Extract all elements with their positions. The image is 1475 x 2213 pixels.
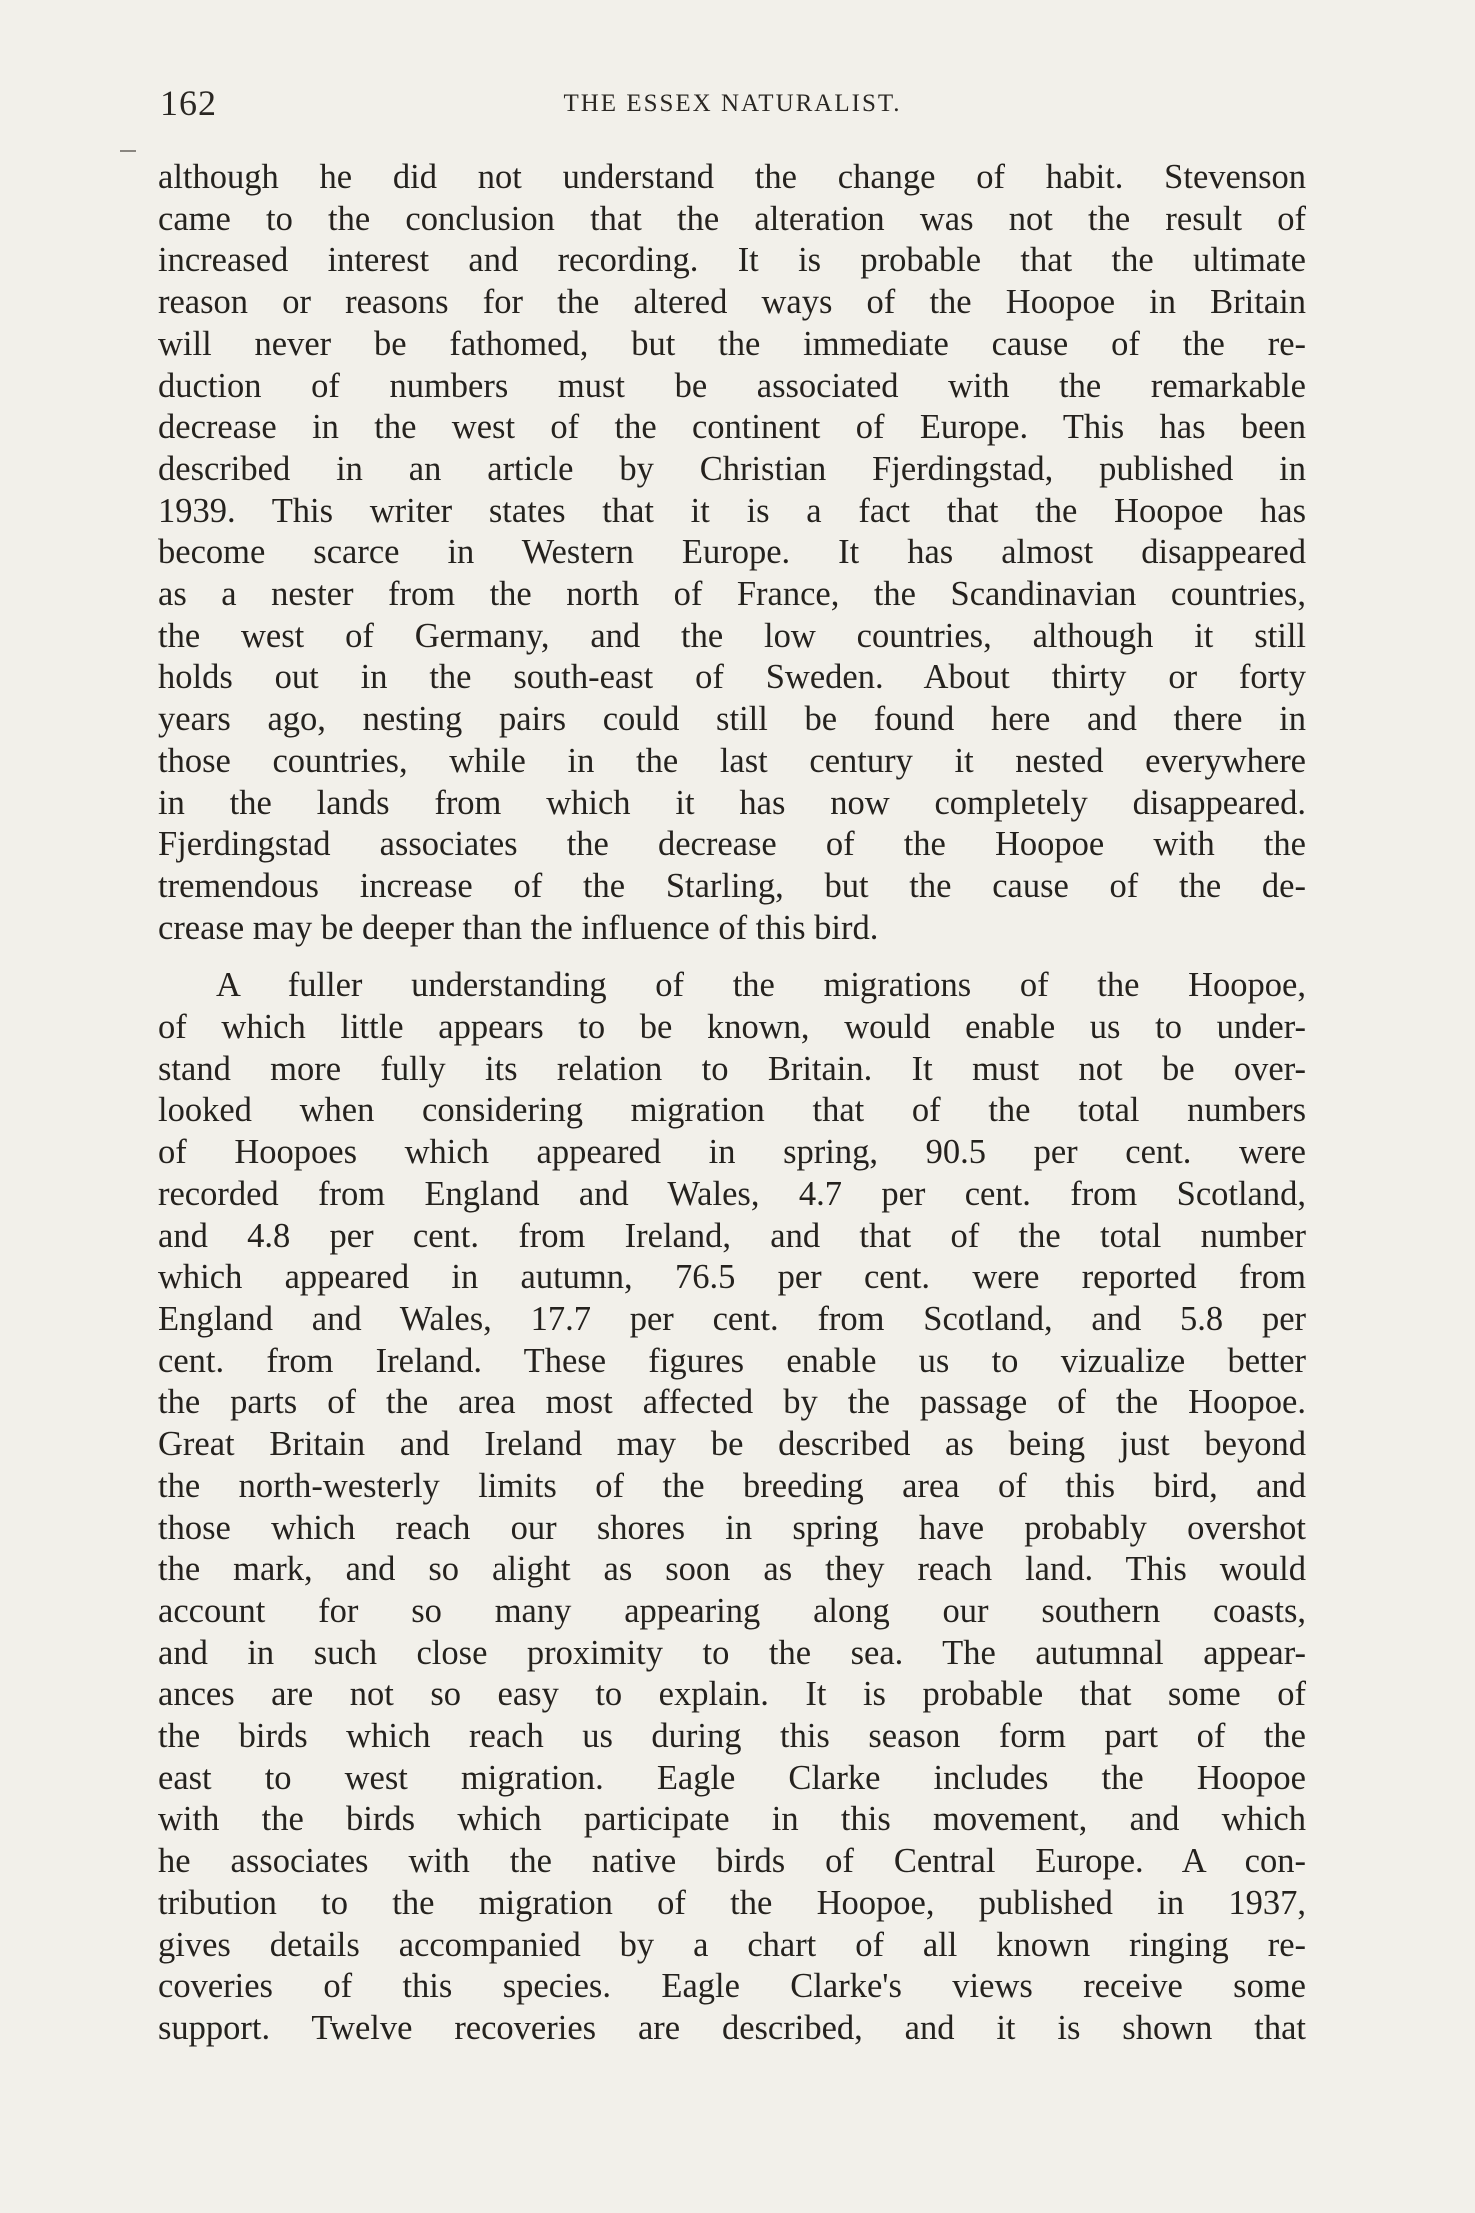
paragraph-2 — [158, 965, 1306, 2049]
text-line: came to the conclusion that the alteration was not the result of — [158, 199, 1306, 238]
text-line: A fuller understanding of the migrations of the Hoopoe, — [216, 966, 1306, 1005]
text-line: tribution to the migration of the Hoopoe, published in 1937, — [158, 1883, 1306, 1922]
text-line: Great Britain and Ireland may be described as being just beyond — [158, 1425, 1306, 1464]
text-line: England and Wales, 17.7 per cent. from Scotland, and 5.8 per — [158, 1299, 1306, 1338]
text-line: support. Twelve recoveries are described, and it is shown that — [158, 2008, 1306, 2047]
margin-dash — [120, 150, 136, 152]
text-line: cent. from Ireland. These figures enable us to vizualize better — [158, 1341, 1306, 1380]
paragraph-1 — [158, 157, 1306, 949]
text-line: increased interest and recording. It is probable that the ultimate — [158, 241, 1306, 280]
text-line: the west of Germany, and the low countries, although it still — [158, 616, 1306, 655]
text-line: east to west migration. Eagle Clarke includes the Hoopoe — [158, 1758, 1306, 1797]
page-header — [160, 82, 1305, 132]
text-line: of Hoopoes which appeared in spring, 90.5 per cent. were — [158, 1133, 1306, 1172]
text-line: account for so many appearing along our southern coasts, — [158, 1591, 1306, 1630]
text-line: holds out in the south-east of Sweden. About thirty or forty — [158, 658, 1306, 697]
text-line: stand more fully its relation to Britain. It must not be over- — [158, 1049, 1306, 1088]
text-line: crease may be deeper than the influence of this bird. — [158, 908, 879, 947]
text-line: gives details accompanied by a chart of all known ringing re- — [158, 1925, 1306, 1964]
text-line: described in an article by Christian Fjerdingstad, published in — [158, 449, 1306, 488]
text-line: the north-westerly limits of the breeding area of this bird, and — [158, 1466, 1306, 1505]
text-line: and in such close proximity to the sea. The autumnal appear- — [158, 1633, 1306, 1672]
text-line: those which reach our shores in spring have probably overshot — [158, 1508, 1306, 1547]
text-line: become scarce in Western Europe. It has almost disappeared — [158, 533, 1306, 572]
text-line: will never be fathomed, but the immediate cause of the re- — [158, 324, 1306, 363]
text-line: although he did not understand the change of habit. Stevenson — [158, 158, 1306, 196]
text-line: as a nester from the north of France, the Scandinavian countries, — [158, 575, 1306, 614]
text-line: Fjerdingstad associates the decrease of the Hoopoe with the — [158, 825, 1306, 864]
text-line: decrease in the west of the continent of Europe. This has been — [158, 408, 1306, 447]
text-line: the mark, and so alight as soon as they reach land. This would — [158, 1550, 1306, 1589]
paragraph-gap — [158, 949, 1306, 965]
body-text — [158, 157, 1306, 2050]
text-line: ances are not so easy to explain. It is probable that some of — [158, 1675, 1306, 1714]
text-line: with the birds which participate in this movement, and which — [158, 1800, 1306, 1839]
text-line: of which little appears to be known, would enable us to under- — [158, 1008, 1306, 1047]
text-line: in the lands from which it has now completely disappeared. — [158, 783, 1306, 822]
running-title: THE ESSEX NATURALIST. — [563, 90, 902, 117]
text-line: recorded from England and Wales, 4.7 per cent. from Scotland, — [158, 1174, 1306, 1213]
text-line: years ago, nesting pairs could still be found here and there in — [158, 700, 1306, 739]
text-line: coveries of this species. Eagle Clarke's views receive some — [158, 1967, 1306, 2006]
text-line: the parts of the area most affected by the passage of the Hoopoe. — [158, 1383, 1306, 1422]
text-line: the birds which reach us during this season form part of the — [158, 1717, 1306, 1756]
page-number: 162 — [160, 83, 217, 123]
text-line: and 4.8 per cent. from Ireland, and that of the total number — [158, 1216, 1306, 1255]
text-line: which appeared in autumn, 76.5 per cent. were reported from — [158, 1258, 1306, 1297]
text-line: he associates with the native birds of Central Europe. A con- — [158, 1842, 1306, 1881]
text-line: reason or reasons for the altered ways of the Hoopoe in Britain — [158, 283, 1306, 322]
text-line: looked when considering migration that of the total numbers — [158, 1091, 1306, 1130]
text-line: 1939. This writer states that it is a fact that the Hoopoe has — [158, 491, 1306, 530]
text-line: those countries, while in the last century it nested everywhere — [158, 741, 1306, 780]
text-line: tremendous increase of the Starling, but the cause of the de- — [158, 866, 1306, 905]
text-line: duction of numbers must be associated with the remarkable — [158, 366, 1306, 405]
